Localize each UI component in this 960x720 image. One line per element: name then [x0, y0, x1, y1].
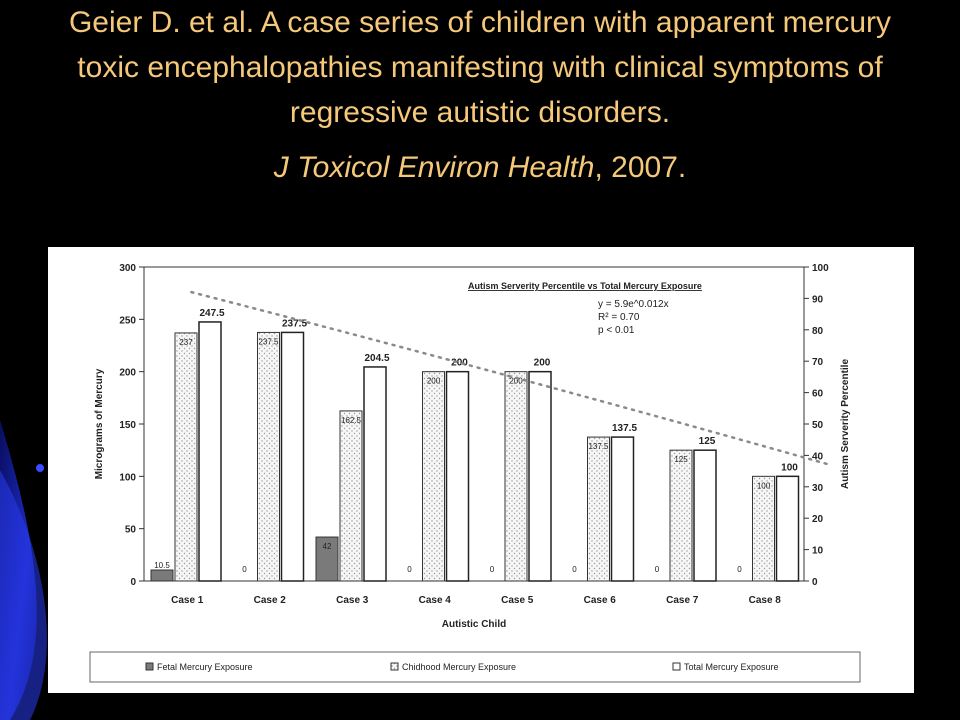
x-tick-label: Case 2 [253, 595, 286, 606]
bar-chart [48, 247, 914, 693]
bar-childhood [670, 450, 692, 581]
data-label-childhood: 200 [426, 376, 441, 386]
data-label-total: 247.5 [199, 307, 225, 319]
y-tick-label-right: 80 [812, 325, 824, 337]
citation-journal: J Toxicol Environ Health [273, 151, 595, 184]
legend-label: Chidhood Mercury Exposure [402, 662, 517, 672]
bar-total [364, 367, 386, 581]
bar-childhood [423, 372, 445, 581]
data-label-total: 237.5 [281, 318, 308, 330]
citation-rest: , 2007. [594, 151, 687, 184]
legend-swatch [673, 663, 680, 670]
annotation-line: p < 0.01 [598, 325, 635, 336]
data-label-fetal: 0 [489, 565, 495, 574]
y-tick-label-left: 300 [119, 263, 136, 274]
data-label-fetal: 42 [322, 542, 332, 552]
bar-childhood [588, 437, 610, 581]
annotation-line: y = 5.9e^0.012x [598, 299, 669, 310]
legend-label: Fetal Mercury Exposure [157, 662, 253, 672]
y-tick-label-left: 250 [119, 315, 136, 327]
y-tick-label-left: 50 [124, 524, 136, 536]
bar-childhood [175, 333, 197, 581]
chart-figure [48, 247, 914, 693]
x-tick-label: Case 7 [666, 595, 699, 606]
data-label-childhood: 237.5 [258, 337, 279, 347]
bar-childhood [505, 372, 527, 581]
y-tick-label-right: 90 [812, 294, 824, 306]
annotation-title: Autism Serverity Percentile vs Total Mercury Exposure [468, 281, 702, 291]
legend-swatch [391, 663, 398, 670]
data-label-childhood: 137.5 [588, 442, 609, 452]
data-label-total: 200 [533, 357, 551, 369]
x-tick-label: Case 5 [501, 595, 534, 606]
bar-total [777, 476, 799, 581]
bar-total [612, 437, 634, 581]
x-tick-label: Case 4 [418, 595, 451, 606]
legend-swatch [146, 663, 153, 670]
y-tick-label-right: 20 [812, 514, 824, 526]
data-label-childhood: 237 [179, 337, 193, 347]
legend-label: Total Mercury Exposure [684, 662, 779, 672]
data-label-childhood: 100 [756, 481, 771, 491]
y-tick-label-right: 30 [812, 482, 824, 494]
y-axis-title-right: Autism Serverity Percentile [840, 358, 851, 490]
x-tick-label: Case 3 [336, 595, 369, 606]
data-label-childhood: 125 [674, 455, 688, 465]
bar-total [447, 372, 469, 581]
y-tick-label-left: 200 [119, 367, 136, 379]
data-label-fetal: 0 [737, 565, 742, 574]
data-label-total: 125 [698, 436, 716, 448]
slide-title [40, 0, 920, 190]
y-tick-label-right: 60 [812, 388, 824, 400]
bar-total [199, 322, 221, 581]
data-label-childhood: 162.5 [340, 415, 362, 425]
data-label-fetal: 0 [654, 565, 660, 574]
data-label-fetal: 10.5 [154, 561, 170, 571]
bar-total [282, 332, 304, 581]
data-label-fetal: 0 [407, 565, 412, 574]
y-tick-label-right: 70 [812, 357, 824, 369]
y-tick-label-right: 0 [812, 577, 818, 588]
data-label-total: 137.5 [611, 423, 638, 435]
x-axis-title: Autistic Child [441, 619, 507, 630]
y-tick-label-right: 10 [812, 545, 824, 557]
data-label-total: 200 [451, 357, 468, 369]
data-label-total: 100 [781, 462, 798, 474]
bar-fetal [151, 570, 173, 581]
bar-childhood [258, 332, 280, 581]
y-tick-label-right: 50 [812, 420, 824, 431]
annotation-line: R² = 0.70 [598, 312, 640, 323]
data-label-fetal: 0 [242, 565, 247, 574]
data-label-total: 204.5 [364, 352, 390, 364]
y-tick-label-left: 100 [119, 472, 136, 484]
x-tick-label: Case 1 [171, 595, 204, 606]
x-tick-label: Case 8 [748, 595, 781, 606]
bar-total [694, 450, 716, 581]
citation [40, 145, 920, 190]
bar-childhood [340, 411, 362, 581]
data-label-childhood: 200 [509, 376, 523, 386]
data-label-fetal: 0 [572, 565, 577, 574]
y-axis-title-left: Micrograms of Mercury [94, 368, 105, 480]
title-main: Geier D. et al. A case series of children with apparent mercury toxic encephalopathies manifesting with clinical symptoms of regressive autistic disorders. [68, 6, 892, 129]
bar-total [529, 372, 551, 581]
y-tick-label-right: 100 [812, 263, 829, 274]
y-tick-label-left: 150 [119, 420, 136, 431]
y-tick-label-left: 0 [130, 577, 136, 588]
y-tick-label-right: 40 [812, 451, 824, 463]
bar-childhood [753, 476, 775, 581]
x-tick-label: Case 6 [583, 595, 616, 606]
